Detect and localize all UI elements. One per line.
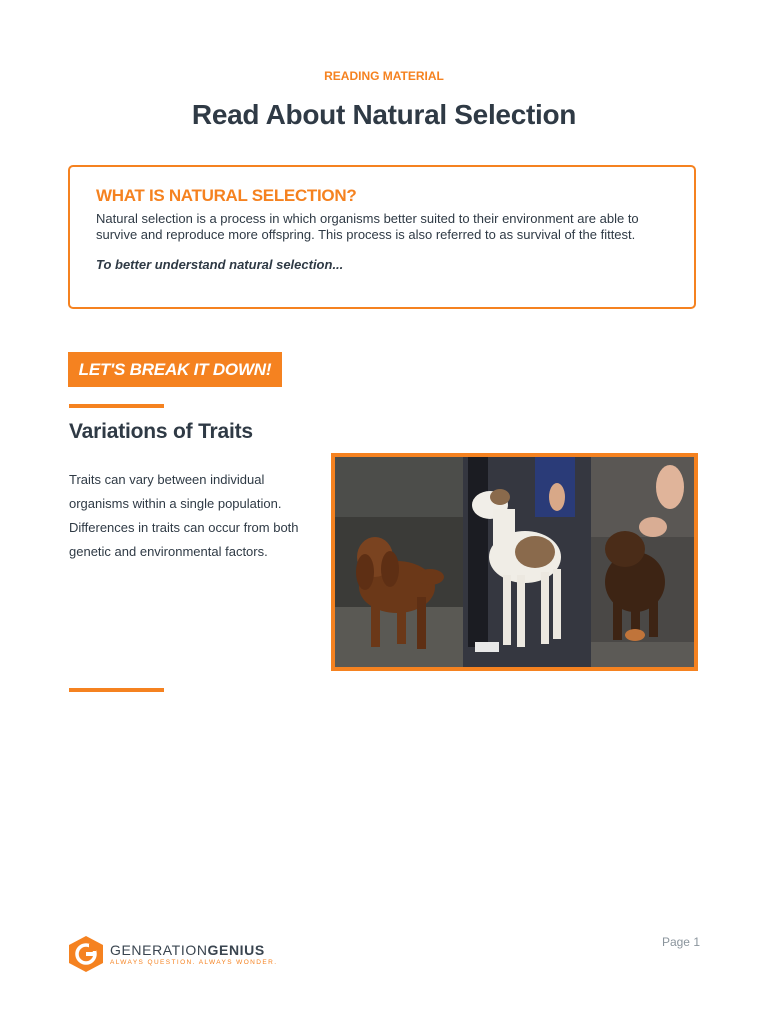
dachshund-panel (335, 457, 463, 667)
section-body: Traits can vary between individual organisms within a single population. Differences in traits can occur from both genetic and environmental factors. (69, 472, 299, 559)
definition-heading: WHAT IS NATURAL SELECTION? (96, 186, 357, 205)
definition-lead: To better understand natural selection... (96, 257, 344, 272)
brand-name-part2: GENIUS (207, 942, 265, 958)
definition-box (68, 165, 696, 309)
definition-body: Natural selection is a process in which organisms better suited to their environment are able to survive and reproduce more offspring. This process is also referred to as survival of the fittest. (96, 211, 639, 242)
greyhound-panel (463, 457, 591, 667)
section-banner: LET'S BREAK IT DOWN! (68, 352, 282, 387)
dog-breeds-photo (331, 453, 698, 671)
divider-top (69, 404, 164, 408)
page-number: Page 1 (661, 935, 700, 949)
brand-name (110, 942, 265, 958)
brand-name-part1: GENERATION (110, 942, 208, 958)
section-title: Variations of Traits (69, 420, 253, 443)
page-title: Read About Natural Selection (191, 99, 577, 130)
pug-panel (591, 457, 694, 667)
divider-bottom (69, 688, 164, 692)
eyebrow-label: READING MATERIAL (324, 69, 444, 83)
generation-genius-logo (67, 935, 105, 978)
brand-tagline: ALWAYS QUESTION. ALWAYS WONDER. (110, 959, 278, 966)
